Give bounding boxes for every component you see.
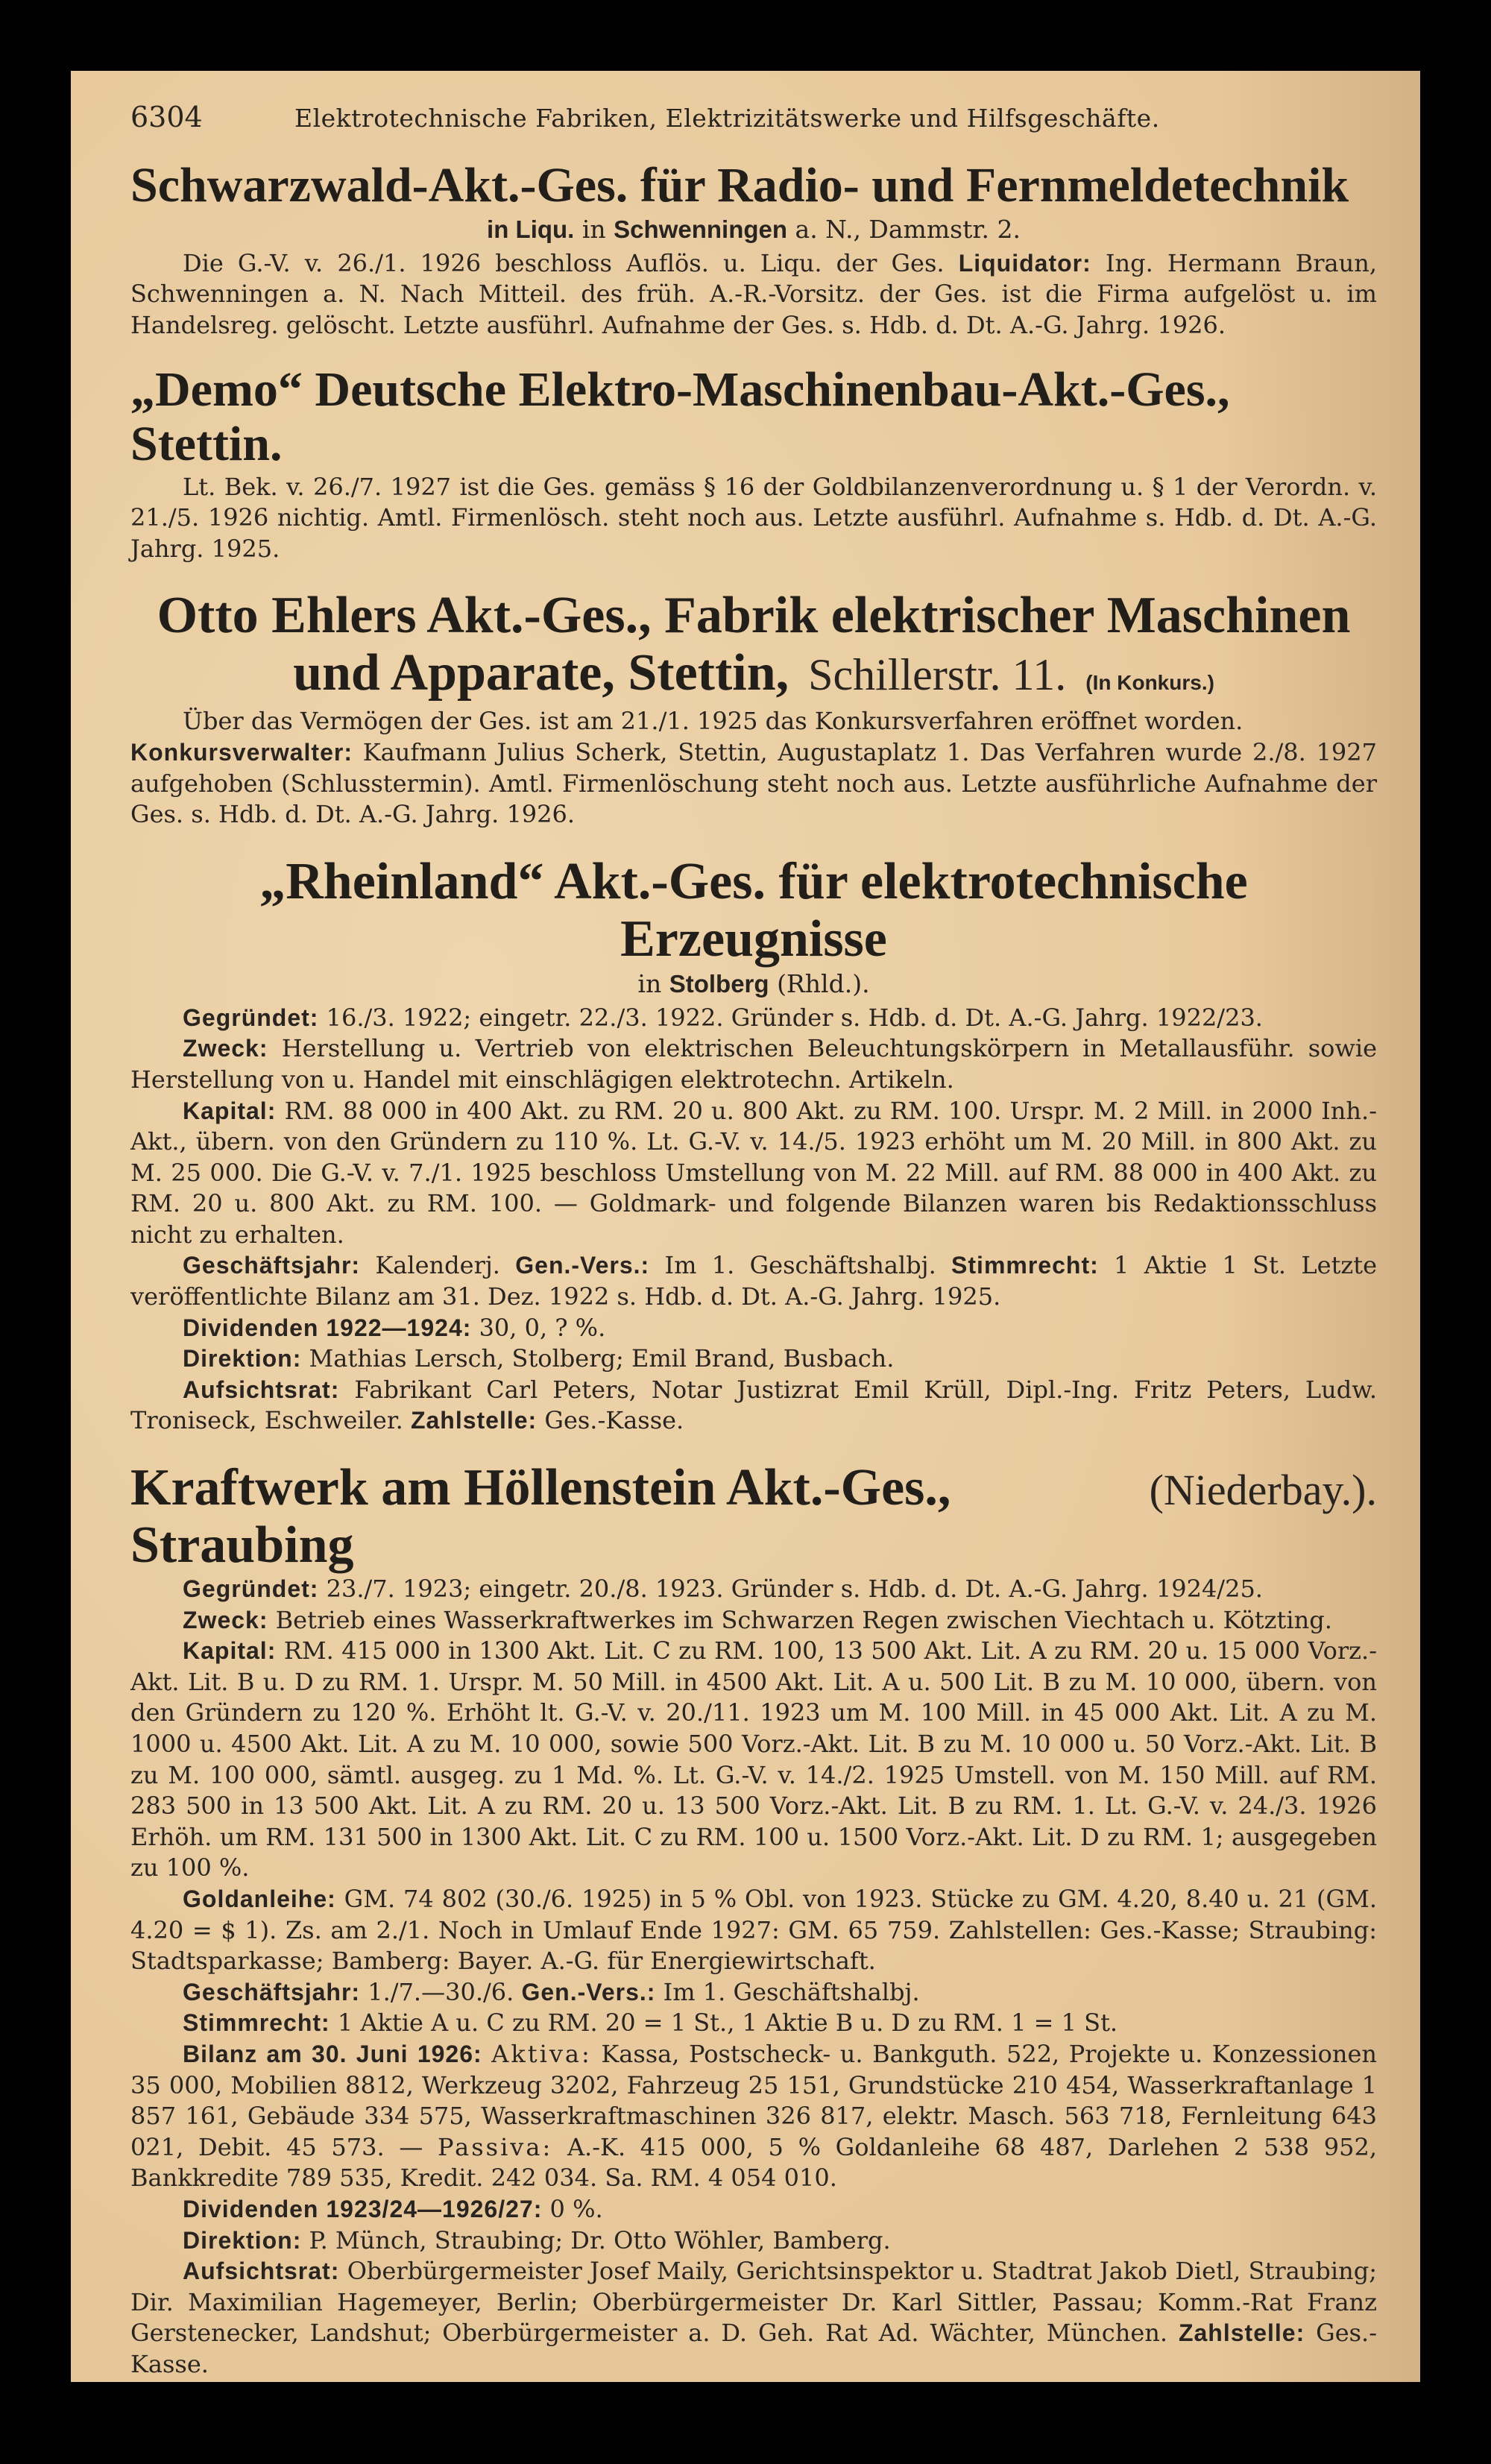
text-paragraph: Ing. Hermann Braun, Schwenningen a. N. Nach Mitteil. des früh. A.-R.-Vorsitz. der Ges. ist die Firma aufgelöst u. im Handelsreg. gelöscht. Letzte ausführl. Aufnahme der Ges. s. Hdb. d. Dt. A.-G. Jahrg. 1926. — [130, 248, 1378, 339]
address: a. N., Dammstr. 2. — [795, 214, 1021, 244]
entry-title: Kraftwerk am Höllenstein Akt.-Ges., Straubing — [130, 1459, 951, 1575]
gegruendet-value: 23./7. 1923; eingetr. 20./8. 1923. Gründer s. Hdb. d. Dt. A.-G. Jahrg. 1924/25. — [326, 1575, 1263, 1604]
geschaeftsjahr-label: Geschäftsjahr: — [183, 1978, 361, 2005]
direktion-label: Direktion: — [183, 2226, 302, 2254]
entry-ehlers — [130, 587, 1377, 830]
konkurs-status: (In Konkurs.) — [1085, 671, 1214, 695]
zweck-value: Herstellung u. Vertrieb von elektrischen Beleuchtungskörpern in Metallausführ. sowie Herstellung von u. Handel mit einschlägigen elektrotechn. Artikeln. — [130, 1034, 1378, 1094]
text-paragraph: Kaufmann Julius Scherk, Stettin, Augustaplatz 1. Das Verfahren wurde 2./8. 1927 aufgehoben (Schlusstermin). Amtl. Firmenlöschung steht noch aus. Letzte ausführliche Aufnahme der Ges. s. Hdb. d. Dt. A.-G. Jahrg. 1926. — [130, 737, 1378, 829]
address: Schillerstr. 11. — [808, 650, 1067, 700]
entry-location — [130, 215, 1377, 244]
page-number: 6304 — [130, 101, 203, 133]
bilanz-label: Bilanz am 30. Juni 1926: — [183, 2040, 482, 2067]
zahlstelle-label: Zahlstelle: — [410, 1407, 538, 1434]
liquidation-status: in Liqu. — [487, 215, 575, 243]
gen-vers-label: Gen.-Vers.: — [521, 1978, 656, 2005]
aktiva-label: Aktiva: — [491, 2039, 592, 2068]
entry-kraftwerk — [130, 1459, 1377, 2380]
kapital-value: RM. 415 000 in 1300 Akt. Lit. C zu RM. 100, 13 500 Akt. Lit. A zu RM. 20 u. 15 000 Vorz.-Akt. Lit. B u. D zu RM. 1. Urspr. M. 50 Mill. in 4500 Akt. Lit. A u. 500 Lit. B zu M. 10 000, übern. von den Gründern zu 120 %. Erhöht lt. G.-V. v. 20./11. 1923 um M. 100 Mill. in 45 000 Akt. Lit. A zu M. 1000 u. 4500 Akt. Lit. A zu M. 10 000, sowie 500 Vorz.-Akt. Lit. B zu M. 10 000 u. 50 Vorz.-Akt. Lit. B zu M. 100 000, sämtl. ausgeg. zu 1 Md. %. Lt. G.-V. v. 14./2. 1925 Umstell. von M. 150 Mill. auf RM. 283 500 in 13 500 Akt. Lit. A zu RM. 20 u. 13 500 Vorz.-Akt. Lit. B zu RM. 1. Lt. G.-V. v. 24./3. 1926 Erhöh. um RM. 131 500 in 1300 Akt. Lit. C zu RM. 100 u. 1500 Vorz.-Akt. Lit. D zu RM. 1; ausgegeben zu 100 %. — [130, 1636, 1378, 1882]
entry-title-row — [130, 1459, 1377, 1574]
entry-schwarzwald — [130, 159, 1377, 341]
dividenden-label: Dividenden 1922—1924: — [183, 1314, 472, 1341]
entry-body — [130, 248, 1377, 341]
geschaeftsjahr-value: 1./7.—30./6. — [368, 1977, 514, 2006]
entry-body — [130, 1574, 1377, 2380]
dividenden-value: 30, 0, ? %. — [479, 1313, 606, 1342]
zahlstelle-value: Ges.-Kasse. — [544, 1406, 684, 1435]
zahlstelle-label: Zahlstelle: — [1178, 2319, 1305, 2347]
konkursverwalter-label: Konkursverwalter: — [130, 738, 353, 766]
zweck-value: Betrieb eines Wasserkraftwerkes im Schwarzen Regen zwischen Viechtach u. Kötzting. — [275, 1605, 1332, 1634]
city: Stolberg — [669, 969, 769, 998]
stimmrecht-value: 1 Aktie 1 St. Letzte veröffentlichte Bilanz am 31. Dez. 1922 s. Hdb. d. Dt. A.-G. Jahrg. 1925. — [130, 1251, 1378, 1311]
zweck-label: Zweck: — [183, 1606, 268, 1633]
in-word: in — [637, 968, 662, 998]
entry-rheinland — [130, 853, 1377, 1437]
gegruendet-value: 16./3. 1922; eingetr. 22./3. 1922. Gründer s. Hdb. d. Dt. A.-G. Jahrg. 1922/23. — [326, 1003, 1263, 1032]
zweck-label: Zweck: — [183, 1035, 268, 1062]
passiva-value: A.-K. 415 000, 5 % Goldanleihe 68 487, Darlehen 2 538 952, Bankkredite 789 535, Kredit. 242 034. Sa. RM. 4 054 010. — [130, 2132, 1378, 2193]
kapital-label: Kapital: — [183, 1097, 277, 1124]
entry-body — [130, 1003, 1377, 1437]
text-paragraph: Über das Vermögen der Ges. ist am 21./1. 1925 das Konkursverfahren eröffnet worden. — [183, 707, 1243, 736]
liquidator-label: Liquidator: — [958, 249, 1091, 277]
goldanleihe-value: GM. 74 802 (30./6. 1925) in 5 % Obl. von 1923. Stücke zu GM. 4.20, 8.40 u. 21 (GM. 4.20 = $ 1). Zs. am 2./1. Noch in Umlauf Ende 1927: GM. 65 759. Zahlstellen: Ges.-Kasse; Straubing: Stadtsparkasse; Bamberg: Bayer. A.-G. für Energiewirtschaft. — [130, 1884, 1378, 1976]
entry-title: „Demo“ Deutsche Elektro-Maschinenbau-Akt.-Ges., Stettin. — [130, 362, 1230, 471]
direktion-label: Direktion: — [183, 1345, 302, 1373]
entry-title: Otto Ehlers Akt.-Ges., Fabrik elektrischer Maschinen — [157, 587, 1351, 645]
stimmrecht-label: Stimmrecht: — [951, 1252, 1099, 1279]
city: Schwenningen — [614, 215, 788, 243]
passiva-label: Passiva: — [438, 2132, 553, 2161]
entry-title: Schwarzwald-Akt.-Ges. für Radio- und Fernmeldetechnik — [130, 158, 1349, 212]
stimmrecht-value: 1 Aktie A u. C zu RM. 20 = 1 St., 1 Aktie B u. D zu RM. 1 = 1 St. — [337, 2008, 1118, 2038]
geschaeftsjahr-value: Kalenderj. — [375, 1251, 500, 1280]
document-page — [71, 71, 1420, 2382]
kapital-value: RM. 88 000 in 400 Akt. zu RM. 20 u. 800 Akt. zu RM. 100. Urspr. M. 2 Mill. in 2000 Inh.-Akt., übern. von den Gründern zu 110 %. Lt. G.-V. v. 14./5. 1923 erhöht um M. 20 Mill. in 800 Akt. zu M. 25 000. Die G.-V. v. 7./1. 1925 beschloss Umstellung von M. 22 Mill. auf RM. 88 000 in 400 Akt. zu RM. 20 u. 800 Akt. zu RM. 100. — Goldmark- und folgende Bilanzen waren bis Redaktionsschluss nicht zu erhalten. — [130, 1096, 1378, 1249]
text-paragraph: Lt. Bek. v. 26./7. 1927 ist die Ges. gemäss § 16 der Goldbilanzenverordnung u. § 1 der Verordn. v. 21./5. 1926 nichtig. Amtl. Firmenlösch. steht noch aus. Letzte ausführl. Aufnahme s. Hdb. d. Dt. A.-G. Jahrg. 1925. — [130, 472, 1377, 563]
kapital-label: Kapital: — [183, 1637, 277, 1665]
gegruendet-label: Gegründet: — [183, 1575, 319, 1603]
page-header — [130, 101, 1377, 133]
entry-body — [130, 472, 1377, 565]
direktion-value: P. Münch, Straubing; Dr. Otto Wöhler, Bamberg. — [309, 2225, 891, 2255]
entry-title-continued: und Apparate, Stettin, — [293, 644, 789, 702]
dividenden-label: Dividenden 1923/24—1926/27: — [183, 2195, 543, 2222]
aufsichtsrat-label: Aufsichtsrat: — [183, 1376, 340, 1403]
aufsichtsrat-label: Aufsichtsrat: — [183, 2257, 340, 2285]
gen-vers-value: Im 1. Geschäftshalbj. — [664, 1251, 936, 1280]
dividenden-value: 0 %. — [549, 2194, 603, 2223]
goldanleihe-label: Goldanleihe: — [183, 1885, 336, 1912]
gegruendet-label: Gegründet: — [183, 1003, 319, 1031]
entry-body — [130, 706, 1377, 830]
aufsichtsrat-value: Oberbürgermeister Josef Maily, Gerichtsinspektor u. Stadtrat Jakob Dietl, Straubing; Dir. Maximilian Hagemeyer, Berlin; Oberbürgermeister Dr. Karl Sittler, Passau; Komm.-Rat Franz Gerstenecker, Landshut; Oberbürgermeister a. D. Geh. Rat Ad. Wächter, München. — [130, 2257, 1378, 2348]
entry-title-line2 — [130, 644, 1377, 702]
entry-title: „Rheinland“ Akt.-Ges. für elektrotechnische Erzeugnisse — [259, 852, 1248, 968]
entry-location — [130, 969, 1377, 998]
region: (Niederbay.). — [1149, 1466, 1377, 1515]
text-paragraph: Die G.-V. v. 26./1. 1926 beschloss Auflös. u. Liqu. der Ges. — [183, 248, 945, 277]
entry-demo — [130, 363, 1377, 564]
gen-vers-label: Gen.-Vers.: — [515, 1252, 650, 1279]
region: (Rhld.). — [777, 968, 870, 998]
aufsichtsrat-value: Fabrikant Carl Peters, Notar Justizrat Emil Krüll, Dipl.-Ing. Fritz Peters, Ludw. Troniseck, Eschweiler. — [130, 1375, 1378, 1435]
zahlstelle-value: Ges.-Kasse. — [130, 2319, 1378, 2378]
gen-vers-value: Im 1. Geschäftshalbj. — [663, 1977, 920, 2006]
running-title: Elektrotechnische Fabriken, Elektrizitätswerke und Hilfsgeschäfte. — [294, 104, 1160, 133]
aktiva-value: Kassa, Postscheck- u. Bankguth. 522, Projekte u. Konzessionen 35 000, Mobilien 8812, Werkzeug 3202, Fahrzeug 25 151, Grundstücke 210 454, Wasserkraftanlage 1 857 161, Gebäude 334 575, Wasserkraftmaschinen 326 817, elektr. Masch. 563 718, Fernleitung 643 021, Debit. 45 573. — — [130, 2039, 1378, 2161]
geschaeftsjahr-label: Geschäftsjahr: — [183, 1252, 361, 1279]
in-word: in — [581, 214, 606, 244]
direktion-value: Mathias Lersch, Stolberg; Emil Brand, Busbach. — [309, 1344, 895, 1373]
stimmrecht-label: Stimmrecht: — [183, 2009, 330, 2037]
